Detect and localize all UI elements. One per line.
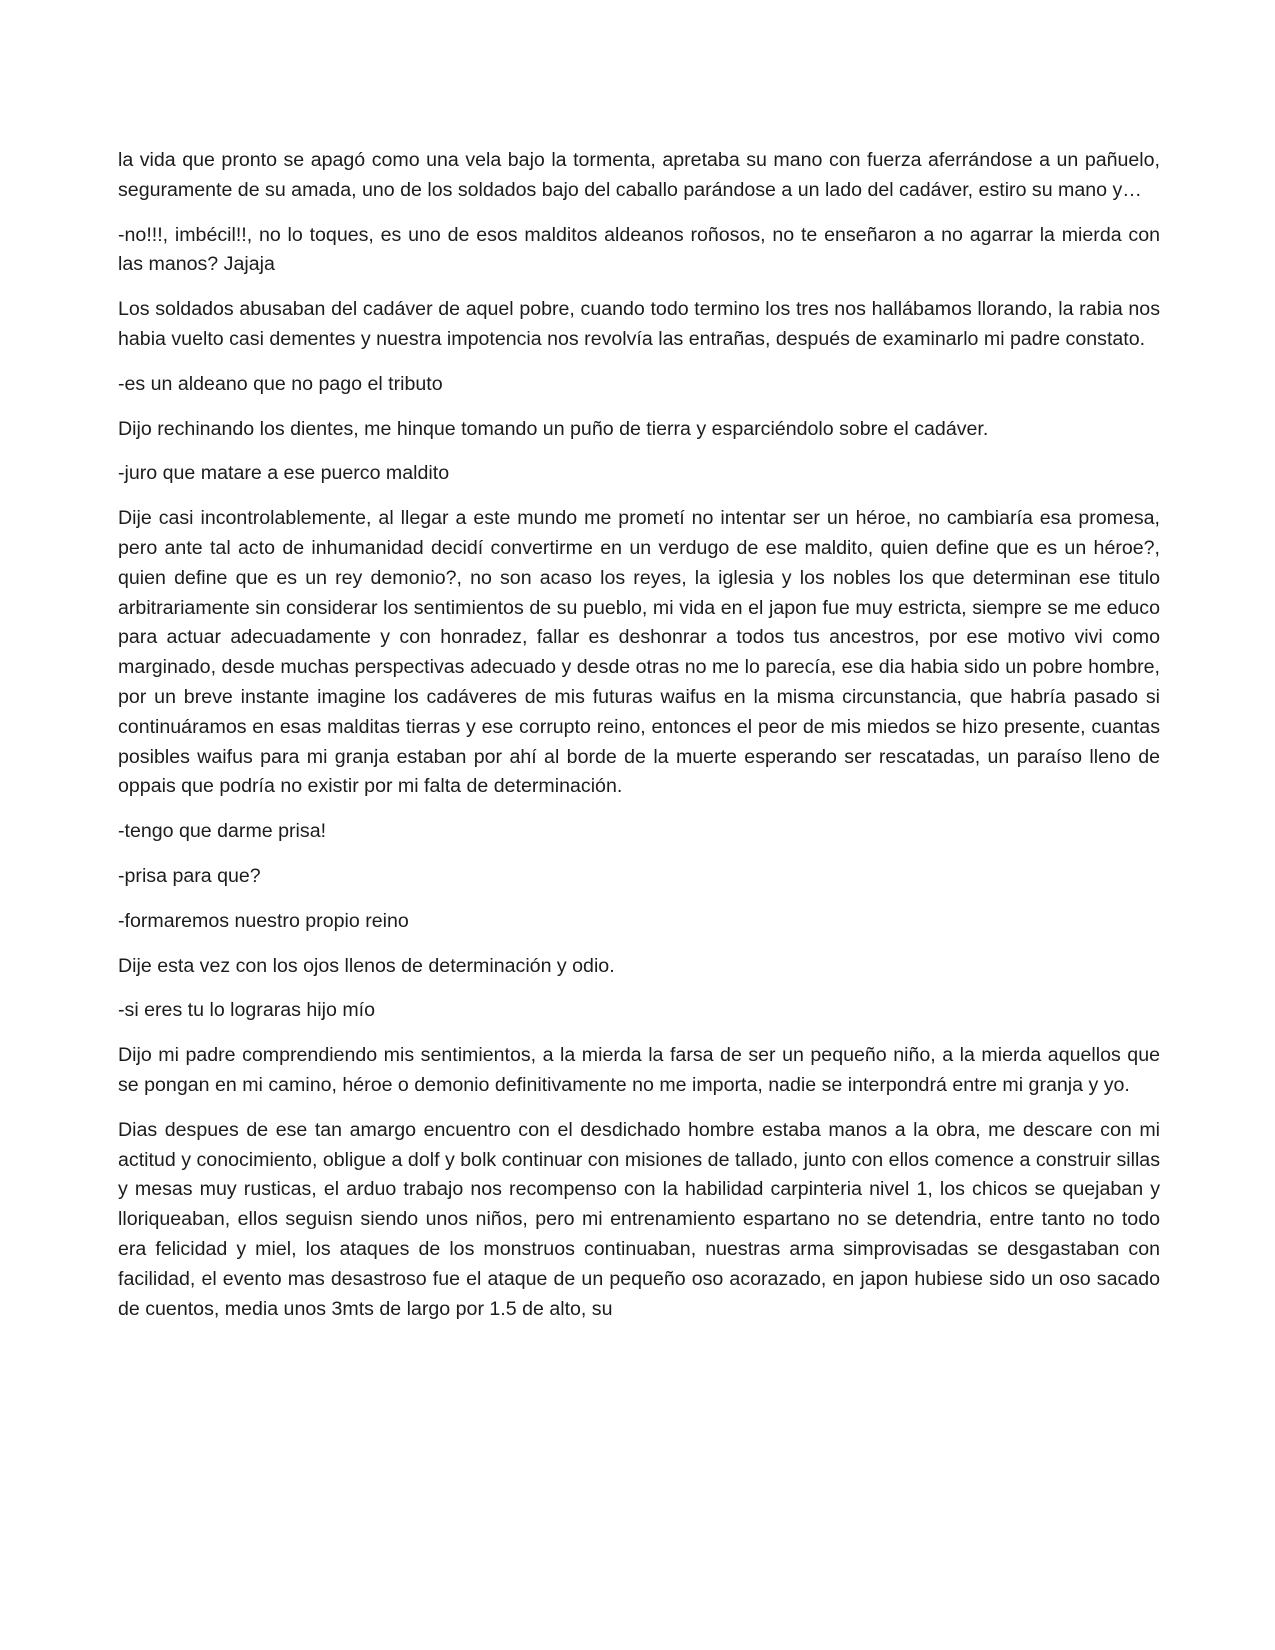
paragraph-narration: la vida que pronto se apagó como una vela bajo la tormenta, apretaba su mano con fuerza aferrándose a un pañuelo, seguramente de su amada, uno de los soldados bajo del caballo parándose a un lado del cadáver, estiro su mano y… (118, 149, 1160, 201)
paragraph-narration: Dias despues de ese tan amargo encuentro con el desdichado hombre estaba manos a la obra, me descare con mi actitud y conocimiento, obligue a dolf y bolk continuar con misiones de tallado, junto con ellos comence a construir sillas y mesas muy rusticas, el arduo trabajo nos recompenso con la habilidad carpinteria nivel 1, los chicos se quejaban y lloriqueaban, ellos seguisn siendo unos niños, pero mi entrenamiento espartano no se detendria, entre tanto no todo era felicidad y miel, los ataques de los monstruos continuaban, nuestras arma simprovisadas se desgastaban con facilidad, el evento mas desastroso fue el ataque de un pequeño oso acorazado, en japon hubiese sido un oso sacado de cuentos, media unos 3mts de largo por 1.5 de alto, su (118, 1118, 1160, 1320)
paragraph-narration: Dije esta vez con los ojos llenos de determinación y odio. (118, 954, 615, 977)
paragraph-narration: Dijo rechinando los dientes, me hinque tomando un puño de tierra y esparciéndolo sobre el cadáver. (118, 417, 989, 440)
document-page (118, 146, 1160, 1339)
paragraph-dialogue: -formaremos nuestro propio reino (118, 909, 409, 932)
paragraph-narration: Dije casi incontrolablemente, al llegar a este mundo me prometí no intentar ser un héroe, no cambiaría esa promesa, pero ante tal acto de inhumanidad decidí convertirme en un verdugo de ese maldito, quien define que es un héroe?, quien define que es un rey demonio?, no son acaso los reyes, la iglesia y los nobles los que determinan ese titulo arbitrariamente sin considerar los sentimientos de su pueblo, mi vida en el japon fue muy estricta, siempre se me educo para actuar adecuadamente y con honradez, fallar es deshonrar a todos tus ancestros, por ese motivo vivi como marginado, desde muchas perspectivas adecuado y desde otras no me lo parecía, ese dia habia sido un pobre hombre, por un breve instante imagine los cadáveres de mis futuras waifus en la misma circunstancia, que habría pasado si continuáramos en esas malditas tierras y ese corrupto reino, entonces el peor de mis miedos se hizo presente, cuantas posibles waifus para mi granja estaban por ahí al borde de la muerte esperando ser rescatadas, un paraíso lleno de oppais que podría no existir por mi falta de determinación. (118, 507, 1160, 798)
paragraph-dialogue: -si eres tu lo lograras hijo mío (118, 999, 375, 1022)
paragraph-dialogue: -tengo que darme prisa! (118, 820, 327, 843)
paragraph-dialogue: -no!!!, imbécil!!, no lo toques, es uno de esos malditos aldeanos roñosos, no te enseñaron a no agarrar la mierda con las manos? Jajaja (118, 223, 1160, 276)
paragraph-dialogue: -es un aldeano que no pago el tributo (118, 372, 443, 395)
paragraph-dialogue: -prisa para que? (118, 864, 261, 887)
paragraph-narration: Los soldados abusaban del cadáver de aquel pobre, cuando todo termino los tres nos hallábamos llorando, la rabia nos habia vuelto casi dementes y nuestra impotencia nos revolvía las entrañas, después de examinarlo mi padre constato. (118, 298, 1160, 350)
paragraph-narration: Dijo mi padre comprendiendo mis sentimientos, a la mierda la farsa de ser un pequeño niño, a la mierda aquellos que se pongan en mi camino, héroe o demonio definitivamente no me importa, nadie se interpondrá entre mi granja y yo. (118, 1044, 1160, 1096)
paragraph-dialogue: -juro que matare a ese puerco maldito (118, 462, 450, 485)
